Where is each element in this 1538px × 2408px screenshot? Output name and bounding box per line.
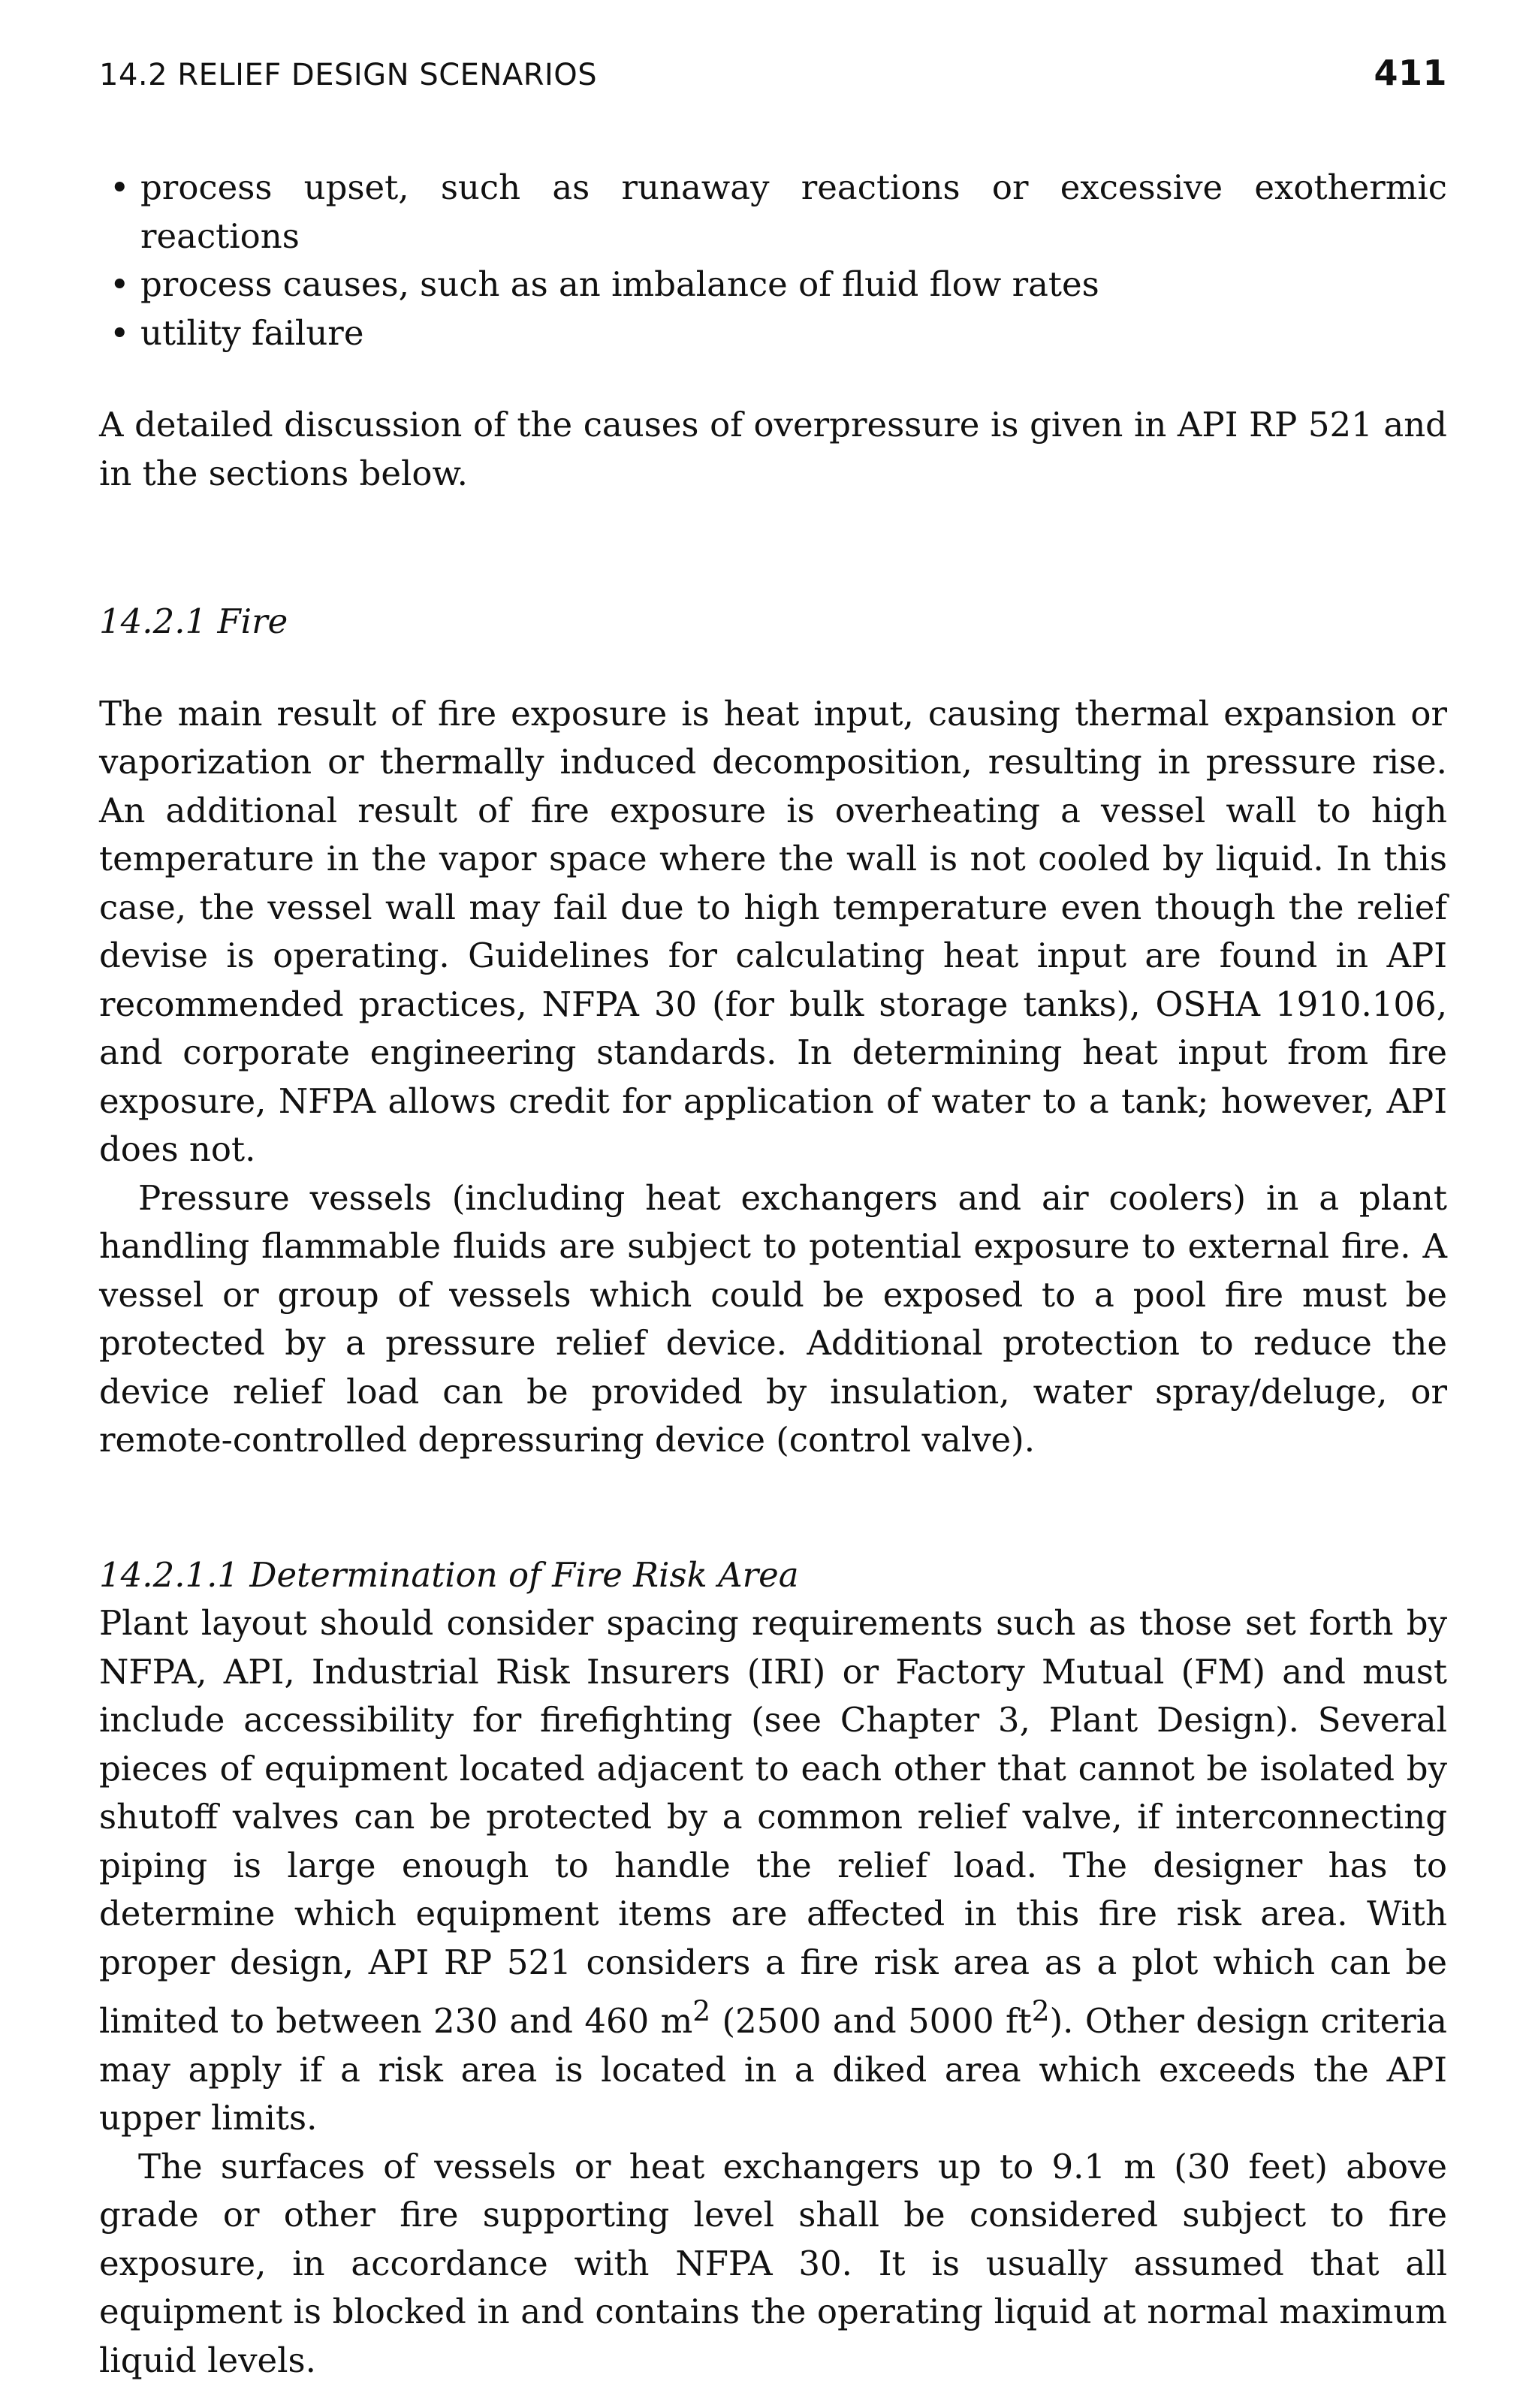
- section-heading-fire: [99, 598, 1447, 646]
- list-item: • utility failure: [99, 309, 1447, 358]
- body-paragraph: The surfaces of vessels or heat exchangers up to 9.1 m (30 feet) above grade or other fire supporting level shall be considered subject to fire exposure, in accordance with NFPA 30. It is usually assumed that all equipment is blocked in and contains the operating liquid at normal maximum liquid levels.: [99, 2146, 1447, 2380]
- fire-section-body: [99, 690, 1447, 1465]
- intro-paragraph: A detailed discussion of the causes of overpressure is given in API RP 521 and in the sections below.: [99, 405, 1447, 493]
- subsection-number: 14.2.1.1: [99, 1554, 240, 1595]
- subsection-heading-fire-risk-area: [99, 1551, 1447, 1600]
- body-paragraph: The main result of fire exposure is heat input, causing thermal expansion or vaporization or thermally induced decomposition, resulting in pressure rise. An additional result of fire exposure is overheating a vessel wall to high temperature in the vapor space where the wall is not cooled by liquid. In this case, the vessel wall may fail due to high temperature even though the relief devise is operating. Guidelines for calculating heat input are found in API recommended practices, NFPA 30 (for bulk storage tanks), OSHA 1910.106, and corporate engineering standards. In determining heat input from fire exposure, NFPA allows credit for application of water to a tank; however, API does not.: [99, 693, 1447, 1169]
- document-page: [99, 53, 1447, 2385]
- list-item: • process upset, such as runaway reactions or excessive exothermic reactions: [99, 164, 1447, 261]
- superscript: 2: [692, 1994, 711, 2027]
- list-item: • process causes, such as an imbalance of fluid flow rates: [99, 261, 1447, 309]
- bullet-icon: •: [110, 264, 130, 304]
- bullet-icon: •: [110, 312, 130, 353]
- superscript: 2: [1031, 1994, 1050, 2027]
- section-title: Fire: [217, 601, 288, 641]
- page-number: 411: [1374, 53, 1447, 93]
- running-header: [99, 53, 1447, 105]
- body-paragraph: Plant layout should consider spacing requirements such as those set forth by NFPA, API, Industrial Risk Insurers (IRI) or Factory Mutual (FM) and must include accessibility for firefighting (see Chapter 3, Plant Design). Several pieces of equipment located adjacent to each other that cannot be isolated by shutoff valves can be protected by a common relief valve, if interconnecting piping is large enough to handle the relief load. The designer has to determine which equipment items are affected in this fire risk area. With proper design, API RP 521 considers a fire risk area as a plot which can be limited to between 230 and 460 $m^2$ (2500 and 5000 $ft^2$). Other design criteria may apply if a risk area is located in a diked area which exceeds the API upper limits.: [99, 1603, 1447, 2138]
- subsection-title: Determination of Fire Risk Area: [249, 1554, 799, 1595]
- bullet-icon: •: [110, 167, 130, 207]
- body-paragraph: Pressure vessels (including heat exchangers and air coolers) in a plant handling flammable fluids are subject to potential exposure to external fire. A vessel or group of vessels which could be exposed to a pool fire must be protected by a pressure relief device. Additional protection to reduce the device relief load can be provided by insulation, water spray/deluge, or remote-controlled depressuring device (control valve).: [99, 1177, 1447, 1460]
- cause-list: [99, 164, 1447, 357]
- header-section-title: 14.2 RELIEF DESIGN SCENARIOS: [99, 58, 598, 92]
- section-number: 14.2.1: [99, 601, 207, 641]
